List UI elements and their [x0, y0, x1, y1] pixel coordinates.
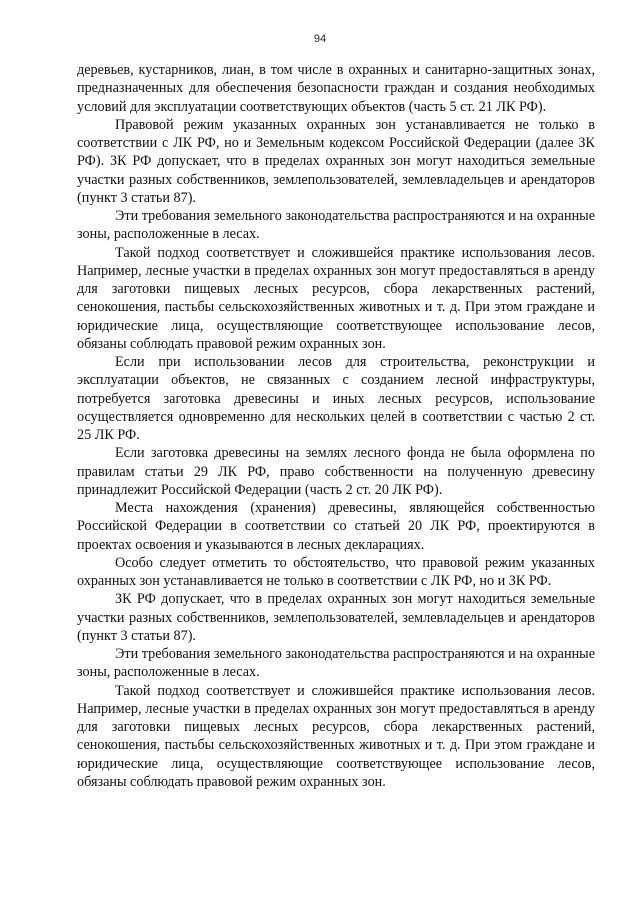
page-number: 94	[313, 33, 327, 45]
paragraph-continuation: деревьев, кустарников, лиан, в том числе в охранных и санитарно-защитных зонах, предназначенных для обеспечения безопасности граждан и создания необходимых условий для эксплуатации соответствующих объектов (часть 5 ст. 21 ЛК РФ).	[77, 62, 595, 115]
document-body	[77, 61, 595, 791]
paragraph: Если заготовка древесины на землях лесного фонда не была оформлена по правилам статьи 29 ЛК РФ, право собственности на полученную древесину принадлежит Российской Федерации (часть 2 ст. 20 ЛК РФ).	[77, 445, 595, 498]
paragraph: Такой подход соответствует и сложившейся практике использования лесов. Например, лесные участки в пределах охранных зон могут предоставляться в аренду для заготовки пищевых лесных ресурсов, сбора лекарственных растений, сенокошения, пастьбы сельскохозяйственных животных и т. д. При этом граждане и юридические лица, осуществляющие соответствующее использование лесов, обязаны соблюдать правовой режим охранных зон.	[77, 244, 595, 352]
paragraph: Места нахождения (хранения) древесины, являющейся собственностью Российской Федерации в соответствии со статьей 20 ЛК РФ, проектируются в проектах освоения и указываются в лесных декларациях.	[77, 500, 595, 553]
paragraph: Если при использовании лесов для строительства, реконструкции и эксплуатации объектов, не связанных с созданием лесной инфраструктуры, потребуется заготовка древесины и иных лесных ресурсов, использование осуществляется одновременно для нескольких целей в соответствии с частью 2 ст. 25 ЛК РФ.	[77, 354, 595, 443]
paragraph: Правовой режим указанных охранных зон устанавливается не только в соответствии с ЛК РФ, но и Земельным кодексом Российской Федерации (далее ЗК РФ). ЗК РФ допускает, что в пределах охранных зон могут находиться земельные участки разных собственников, землепользователей, землевладельцев и арендаторов (пункт 3 статьи 87).	[77, 116, 595, 206]
paragraph: Особо следует отметить то обстоятельство, что правовой режим указанных охранных зон устанавливается не только в соответствии с ЛК РФ, но и ЗК РФ.	[77, 554, 595, 589]
paragraph: Такой подход соответствует и сложившейся практике использования лесов. Например, лесные участки в пределах охранных зон могут предоставляться в аренду для заготовки пищевых лесных ресурсов, сбора лекарственных растений, сенокошения, пастьбы сельскохозяйственных животных и т. д. При этом граждане и юридические лица, осуществляющие соответствующее использование лесов, обязаны соблюдать правовой режим охранных зон.	[77, 682, 595, 790]
paragraph: Эти требования земельного законодательства распространяются и на охранные зоны, расположенные в лесах.	[77, 208, 595, 243]
paragraph: Эти требования земельного законодательства распространяются и на охранные зоны, расположенные в лесах.	[77, 646, 595, 681]
paragraph: ЗК РФ допускает, что в пределах охранных зон могут находиться земельные участки разных собственников, землепользователей, землевладельцев и арендаторов (пункт 3 статьи 87).	[77, 591, 595, 644]
